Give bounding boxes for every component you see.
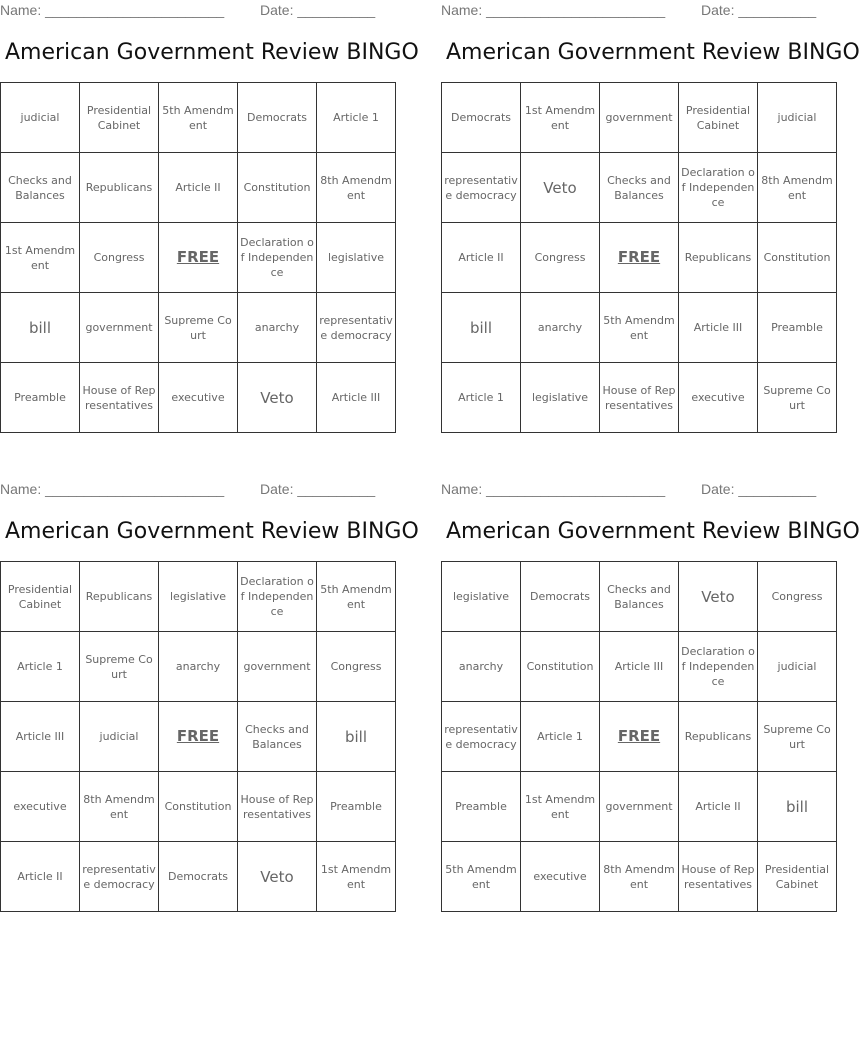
bingo-cell: House of Representatives [600, 363, 679, 433]
bingo-cell: anarchy [238, 293, 317, 363]
bingo-cell: 1st Amendment [521, 83, 600, 153]
bingo-cell: Democrats [521, 562, 600, 632]
bingo-cell: Supreme Court [758, 702, 837, 772]
bingo-cell: bill [442, 293, 521, 363]
bingo-card-4 [441, 479, 860, 891]
grid-row [442, 772, 837, 842]
bingo-cell: Checks and Balances [600, 562, 679, 632]
card-title: American Government Review BINGO [5, 519, 419, 544]
bingo-cell: Congress [317, 632, 396, 702]
grid-row [1, 223, 396, 293]
bingo-cell: Veto [238, 842, 317, 912]
bingo-cell: Congress [758, 562, 837, 632]
bingo-cell: executive [1, 772, 80, 842]
bingo-cell: Presidential Cabinet [80, 83, 159, 153]
bingo-cell: executive [521, 842, 600, 912]
bingo-cell: 5th Amendment [159, 83, 238, 153]
bingo-cell: Congress [521, 223, 600, 293]
bingo-cell: Congress [80, 223, 159, 293]
bingo-cell: government [80, 293, 159, 363]
grid-row [442, 223, 837, 293]
bingo-cell: legislative [521, 363, 600, 433]
bingo-cell: Article II [679, 772, 758, 842]
bingo-cell: 1st Amendment [521, 772, 600, 842]
bingo-cell: Presidential Cabinet [1, 562, 80, 632]
bingo-cell: Article 1 [442, 363, 521, 433]
bingo-cell: Preamble [1, 363, 80, 433]
bingo-cell: government [600, 772, 679, 842]
bingo-cell: 5th Amendment [317, 562, 396, 632]
bingo-cell: Presidential Cabinet [758, 842, 837, 912]
free-space-cell: FREE [159, 223, 238, 293]
bingo-cell: Declaration of Independence [238, 562, 317, 632]
grid-row [1, 83, 396, 153]
bingo-cell: bill [758, 772, 837, 842]
bingo-grid [0, 561, 396, 912]
bingo-cell: Republicans [80, 153, 159, 223]
bingo-grid [0, 82, 396, 433]
bingo-card-2 [441, 0, 860, 412]
bingo-cell: 8th Amendment [600, 842, 679, 912]
bingo-cell: Veto [521, 153, 600, 223]
bingo-cell: Article II [159, 153, 238, 223]
bingo-grid [441, 561, 837, 912]
card-title: American Government Review BINGO [5, 40, 419, 65]
name-field-label: Name: _______________________ [0, 481, 225, 497]
bingo-cell: Democrats [442, 83, 521, 153]
bingo-cell: Article II [442, 223, 521, 293]
bingo-cell: Preamble [317, 772, 396, 842]
name-field-label: Name: _______________________ [441, 481, 666, 497]
bingo-cell: 8th Amendment [80, 772, 159, 842]
date-field-label: Date: __________ [701, 2, 817, 18]
bingo-cell: 5th Amendment [600, 293, 679, 363]
bingo-cell: Constitution [521, 632, 600, 702]
bingo-cell: House of Representatives [80, 363, 159, 433]
bingo-cell: bill [317, 702, 396, 772]
bingo-cell: Article 1 [521, 702, 600, 772]
date-field-label: Date: __________ [260, 2, 376, 18]
grid-row [1, 293, 396, 363]
bingo-cell: Veto [238, 363, 317, 433]
bingo-cell: Veto [679, 562, 758, 632]
bingo-cell: Article 1 [317, 83, 396, 153]
bingo-cell: House of Representatives [679, 842, 758, 912]
bingo-cell: 8th Amendment [758, 153, 837, 223]
bingo-cell: Preamble [758, 293, 837, 363]
bingo-cell: Declaration of Independence [679, 632, 758, 702]
bingo-grid [441, 82, 837, 433]
bingo-cell: Article III [317, 363, 396, 433]
bingo-cell: judicial [1, 83, 80, 153]
bingo-cell: Declaration of Independence [238, 223, 317, 293]
grid-row [442, 842, 837, 912]
bingo-cell: anarchy [159, 632, 238, 702]
grid-row [1, 153, 396, 223]
bingo-cell: anarchy [442, 632, 521, 702]
grid-row [442, 83, 837, 153]
bingo-cell: Republicans [679, 223, 758, 293]
bingo-cell: Checks and Balances [600, 153, 679, 223]
bingo-cell: executive [679, 363, 758, 433]
bingo-cell: Supreme Court [758, 363, 837, 433]
bingo-cell: Republicans [80, 562, 159, 632]
grid-row [1, 363, 396, 433]
bingo-cell: executive [159, 363, 238, 433]
bingo-cell: government [600, 83, 679, 153]
bingo-cell: Constitution [238, 153, 317, 223]
date-field-label: Date: __________ [701, 481, 817, 497]
bingo-cell: 8th Amendment [317, 153, 396, 223]
bingo-cell: legislative [442, 562, 521, 632]
bingo-cell: Article 1 [1, 632, 80, 702]
bingo-cell: 1st Amendment [1, 223, 80, 293]
bingo-cell: Constitution [758, 223, 837, 293]
free-space-cell: FREE [159, 702, 238, 772]
bingo-card-3 [0, 479, 419, 891]
bingo-cell: anarchy [521, 293, 600, 363]
name-field-label: Name: _______________________ [441, 2, 666, 18]
bingo-cell: House of Representatives [238, 772, 317, 842]
bingo-cell: Democrats [159, 842, 238, 912]
bingo-cell: judicial [758, 83, 837, 153]
grid-row [442, 562, 837, 632]
bingo-cell: Checks and Balances [1, 153, 80, 223]
bingo-cell: Article III [1, 702, 80, 772]
grid-row [442, 293, 837, 363]
bingo-cell: Article II [1, 842, 80, 912]
bingo-cell: bill [1, 293, 80, 363]
bingo-cell: Checks and Balances [238, 702, 317, 772]
card-title: American Government Review BINGO [446, 519, 860, 544]
bingo-cell: 1st Amendment [317, 842, 396, 912]
bingo-cell: Republicans [679, 702, 758, 772]
bingo-cell: Supreme Court [80, 632, 159, 702]
name-date-row [0, 2, 376, 20]
card-title: American Government Review BINGO [446, 40, 860, 65]
bingo-cell: legislative [159, 562, 238, 632]
grid-row [1, 842, 396, 912]
bingo-cell: legislative [317, 223, 396, 293]
name-date-row [0, 481, 376, 499]
grid-row [442, 702, 837, 772]
bingo-cell: judicial [758, 632, 837, 702]
bingo-cell: Democrats [238, 83, 317, 153]
bingo-cell: judicial [80, 702, 159, 772]
grid-row [1, 772, 396, 842]
bingo-cell: representative democracy [317, 293, 396, 363]
bingo-cell: government [238, 632, 317, 702]
free-space-cell: FREE [600, 223, 679, 293]
bingo-cell: Presidential Cabinet [679, 83, 758, 153]
grid-row [442, 632, 837, 702]
bingo-cell: Preamble [442, 772, 521, 842]
date-field-label: Date: __________ [260, 481, 376, 497]
free-space-cell: FREE [600, 702, 679, 772]
bingo-cell: Declaration of Independence [679, 153, 758, 223]
grid-row [442, 363, 837, 433]
bingo-cell: representative democracy [80, 842, 159, 912]
grid-row [1, 702, 396, 772]
name-date-row [441, 481, 817, 499]
bingo-cell: Article III [600, 632, 679, 702]
bingo-cell: Constitution [159, 772, 238, 842]
grid-row [442, 153, 837, 223]
bingo-cell: Supreme Court [159, 293, 238, 363]
bingo-cell: representative democracy [442, 702, 521, 772]
bingo-cell: representative democracy [442, 153, 521, 223]
name-date-row [441, 2, 817, 20]
grid-row [1, 632, 396, 702]
bingo-card-1 [0, 0, 419, 412]
grid-row [1, 562, 396, 632]
bingo-cell: 5th Amendment [442, 842, 521, 912]
bingo-cell: Article III [679, 293, 758, 363]
name-field-label: Name: _______________________ [0, 2, 225, 18]
